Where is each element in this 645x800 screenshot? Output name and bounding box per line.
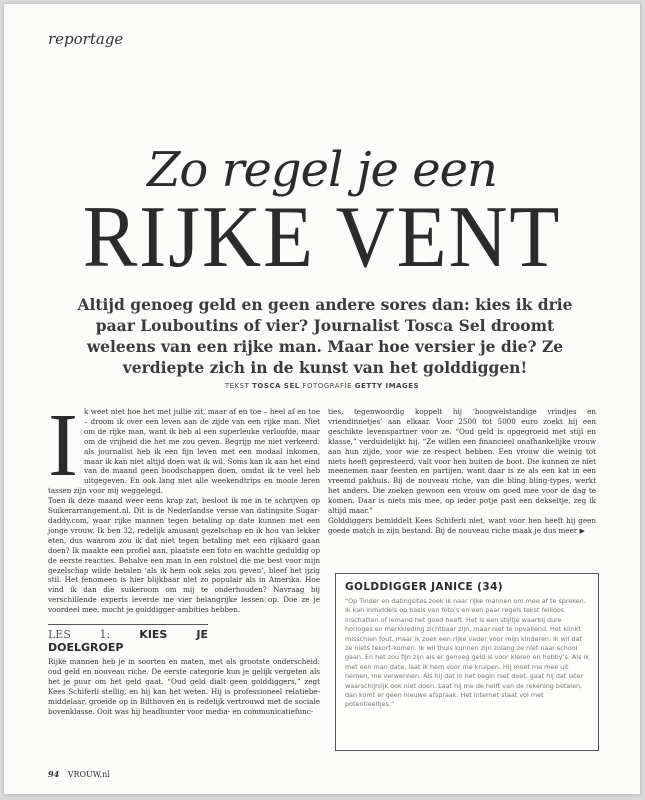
lesson-1-heading [48, 624, 208, 654]
quote-box-title: GOLDDIGGER JANICE (34) [345, 581, 503, 593]
credit-photo-label: FOTOGRAFIE [302, 382, 353, 390]
article-column-right [328, 407, 596, 537]
article-paragraph-1: k weet niet hoe het met jullie zit, maar af en toe – heel af en toe – droom ik over een leven aan de zijde van een rijke man. Niet om de rijke man, want ik heb al een superleuke verloofde, maar om de vrijheid die het me zou geven. Begrijp me niet verkeerd: als journalist heb ik een fijn leven met een modaal inkomen, maar ik kan niet altijd doen wat ik wil. Soms kan ik aan het eind van de maand geen boodschappen doen, omdat ik te veel heb uitgegeven. En ook lang niet alle weekendtrips en mooie leren tassen zijn voor mij weggelegd. [48, 407, 320, 496]
article-paragraph-5-text: Golddiggers bemiddelt Kees Schiferli niet, want voor hen heeft hij geen goede match in zijn bestand. Bij de nouveau riche maak je dus meer [328, 515, 596, 535]
article-column-left [48, 396, 320, 716]
quote-box-text: “Op Tinder en datingsites zoek ik naar rijke mannen om mee af te spreken. Ik kan inmiddels op basis van foto’s en een paar regels tekst feilloos inschatten of iemand het goed heeft. Het is een stijltje waarbij dure horloges en merkkleding zichtbaar zijn, maar niet te opvallend. Het klinkt misschien fout, maar ik zoek een rijke vader voor mijn kinderen. Ik wil dat ze niets tekort-komen. Ik wil thuis kunnen zijn zolang ze niet naar school gaan. En het zou fijn zijn als er genoeg geld is voor kleren en hobby’s. Als ik met een man date, laat ik hem voor me kruipen. Hij moet me mee uit nemen, me verwennen. Als hij dat in het begin niet doet, gaat hij dat later waarschijnlijk ook niet doen. Laat hij me de helft van de rekening betalen, dan komt er geen nieuwe afspraak. Het internet staat vol met potentieeltjes.” [345, 597, 589, 709]
page-number: 94 [48, 769, 60, 779]
lesson-1-title: KIES JE DOELGROEP [48, 628, 208, 655]
section-label: reportage [48, 30, 124, 48]
headline-line-1: Zo regel je een [147, 142, 497, 198]
drop-cap: I [48, 396, 78, 495]
magazine-name: VROUW.nl [67, 770, 110, 779]
quote-box [335, 573, 599, 751]
headline-line-2: RIJKE VENT [82, 189, 562, 286]
article-paragraph-2: Toen ik deze maand weer eens krap zat, besloot ik me in te schrijven op Suikerarrangement.nl. Dit is de Nederlandse versie van datingsite Sugar-daddy.com, waar rijke mannen tegen betaling op date kunnen met een jonge vrouw. Ik ben 32, redelijk amusant gezelschap en ik hou van lekker eten, dus waarom zou ik dat niet tegen betaling met een rijkaard gaan doen? Ik maakte een profiel aan, plaatste een foto en wachtte geduldig op de eerste reacties. Behalve een man in een rolstoel die me best voor mijn gezelschap wilde betalen ‘als ik hem ook seks zou geven’, bleef het ijzig stil. Het fenomeen is hier blijkbaar niet zo populair als in Amerika. Hoe vind ik dan die suikeroom om mij te onderhouden? Navraag bij verschillende experts leverde me vier belangrijke lessen op. Doe ze je voordeel mee, mocht je golddigger-ambities hebben. [48, 496, 320, 615]
credits-line [4, 382, 640, 390]
credit-text-label: TEKST [224, 382, 250, 390]
credit-text-name: TOSCA SEL [252, 382, 300, 390]
article-paragraph-4: ties, tegenwoordig koppelt hij ‘hoogwelstandige vrindjes en vriendinnetjes’ aan elkaar. Voor 2500 tot 5000 euro zoekt hij een geschikte levenspartner voor ze. “Oud geld is opgegroeid met stijl en klasse,” verduidelijkt hij. “Ze willen een financieel onafhankelijke vrouw aan hun zijde, voor wie ze respect hebben. Een vrouw die weinig tot niets heeft gepresteerd, valt voor hen buiten de boot. Die kunnen ze niet meenemen naar feesten en partijen, want daar is ze als een kat in een vreemd pakhuis. Bij de nouveau riche, van die bling bling-types, werkt het anders. Die zoeken gewoon een vrouw om goed mee voor de dag te komen. Daar is niets mis mee, op ieder potje past een dekseltje, zeg ik altijd maar.” [328, 407, 596, 516]
intro-lead: Altijd genoeg geld en geen andere sores dan: kies ik drie paar Louboutins of vier? Journalist Tosca Sel droomt weleens van een rijke man. Maar hoe versier je die? Ze verdiepte zich in de kunst van het golddiggen! [77, 295, 573, 377]
credit-photo-name: GETTY IMAGES [354, 382, 420, 390]
continue-arrow-icon: ▶ [579, 526, 585, 535]
magazine-page [4, 4, 640, 794]
page-footer [48, 769, 110, 779]
article-paragraph-5 [328, 516, 596, 537]
lesson-1-number: LES 1: [48, 628, 111, 642]
article-paragraph-3: Rijke mannen heb je in soorten en maten, met als grootste onderscheid: oud geld en nouveau riche. De eerste categorie kun je gelijk vergeten als het je puur om het geld gaat. “Oud geld dialt geen golddiggers,” zegt Kees Schiferli stellig, en hij kan het weten. Hij is professioneel relatiebe-middelaar, groeide op in Bilthoven en is redelijk vertrouwd met de sociale bovenklasse. Ooit was hij headhunter voor media- en communicatiefunc- [48, 657, 320, 716]
